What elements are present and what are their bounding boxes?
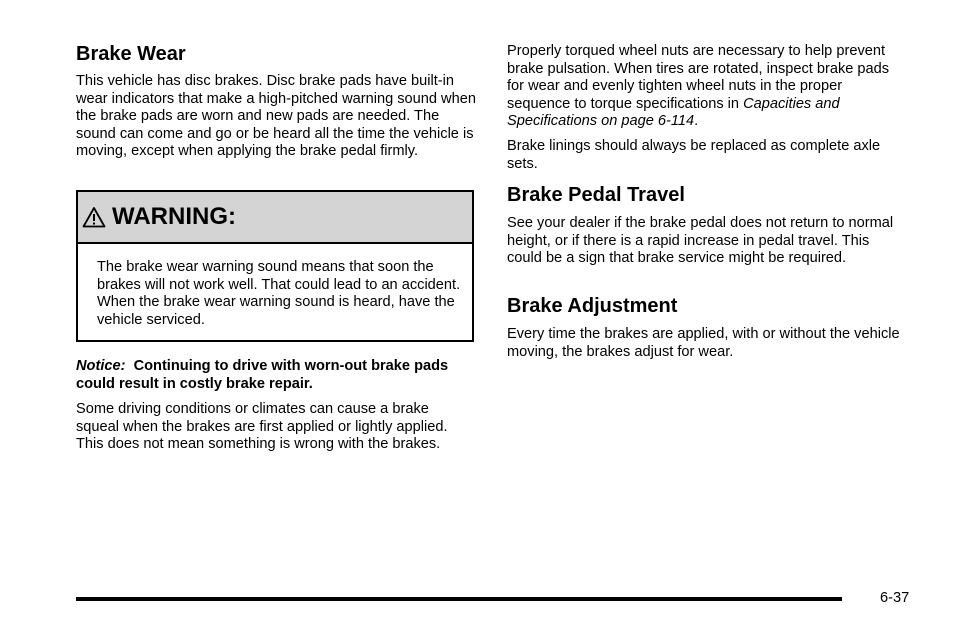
notice-paragraph [76, 358, 466, 393]
brake-pedal-travel-paragraph: See your dealer if the brake pedal does not return to normal height, or if there is a rapid increase in pedal travel. This could be a sign that brake service might be required. [507, 215, 894, 267]
notice-label: Notice: [76, 358, 126, 374]
page-number: 6-37 [880, 590, 910, 606]
brake-squeal-paragraph: Some driving conditions or climates can cause a brake squeal when the brakes are first applied or lightly applied. This does not mean something is wrong with the brakes. [76, 401, 448, 453]
warning-header [78, 192, 472, 244]
brake-wear-heading: Brake Wear [76, 43, 186, 65]
warning-triangle-icon [82, 206, 106, 228]
warning-title: WARNING: [112, 203, 236, 230]
warning-box [76, 190, 474, 342]
torque-end: . [694, 113, 699, 130]
brake-adjustment-paragraph: Every time the brakes are applied, with or without the vehicle moving, the brakes adjust for wear. [507, 326, 900, 360]
brake-pedal-travel-heading: Brake Pedal Travel [507, 184, 685, 206]
notice-text: Continuing to drive with worn-out brake pads could result in costly brake repair. [76, 358, 449, 392]
footer-rule [76, 597, 842, 601]
torque-paragraph [507, 43, 907, 131]
brake-adjustment-heading: Brake Adjustment [507, 295, 678, 317]
capacities-reference: Capacities and Specifications on page 6-114 [507, 95, 840, 130]
brake-linings-paragraph: Brake linings should always be replaced as complete axle sets. [507, 138, 881, 172]
brake-wear-paragraph: This vehicle has disc brakes. Disc brake pads have built-in wear indicators that make a high-pitched warning sound when the brake pads are worn and new pads are needed. The sound can come and go or be heard all the time the vehicle is moving, except when applying the brake pedal firmly. [76, 73, 476, 160]
torque-text: Properly torqued wheel nuts are necessary to help prevent brake pulsation. When tires are rotated, inspect brake pads for wear and evenly tighten wheel nuts in the proper sequence to torque specifications in [507, 43, 890, 112]
warning-body: The brake wear warning sound means that soon the brakes will not work well. That could lead to an accident. When the brake wear warning sound is heard, have the vehicle serviced. [97, 259, 461, 328]
